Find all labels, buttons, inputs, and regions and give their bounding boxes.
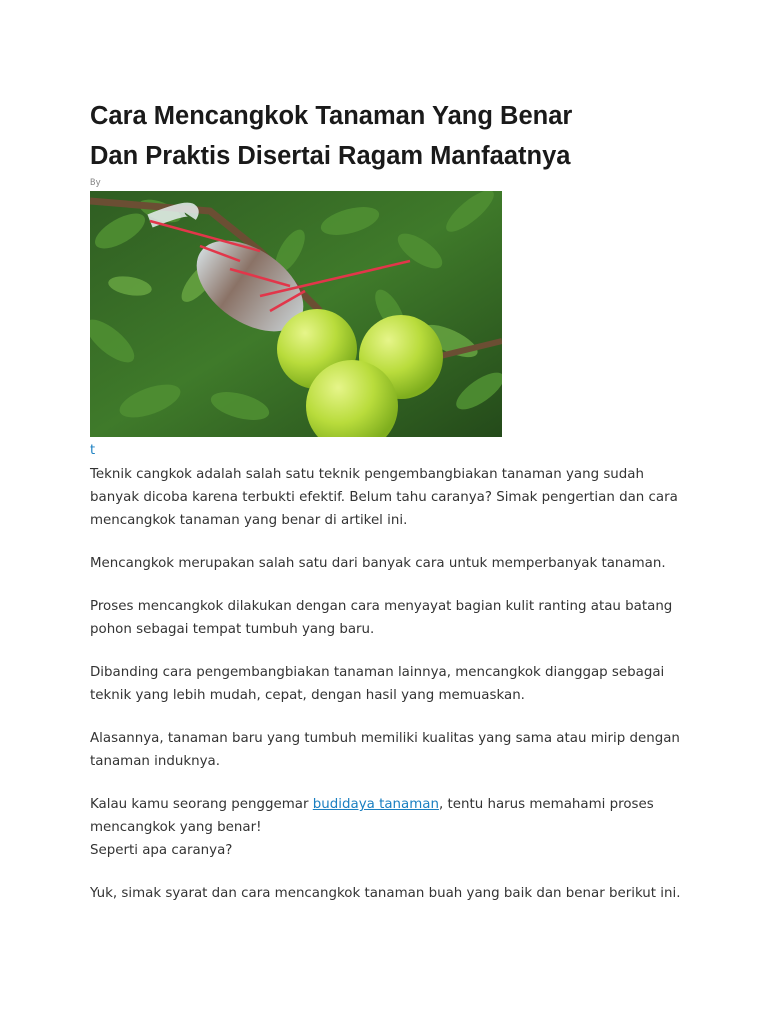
paragraph-5: Alasannya, tanaman baru yang tumbuh memiliki kualitas yang sama atau mirip dengan tanaman induknya. [90,731,680,769]
article-title-line-2: Dan Praktis Disertai Ragam Manfaatnya [90,142,571,170]
paragraph-4: Dibanding cara pengembangbiakan tanaman lainnya, mencangkok dianggap sebagai teknik yang lebih mudah, cepat, dengan hasil yang memuaskan. [90,665,665,703]
paragraph-2: Mencangkok merupakan salah satu dari banyak cara untuk memperbanyak tanaman. [90,556,666,571]
hero-image-air-layering-lime [90,191,502,437]
paragraph-1: Teknik cangkok adalah salah satu teknik pengembangbiakan tanaman yang sudah banyak dicoba karena terbukti efektif. Belum tahu caranya? Simak pengertian dan cara mencangkok tanaman yang benar di artikel ini. [90,467,678,528]
paragraph-7: Yuk, simak syarat dan cara mencangkok tanaman buah yang baik dan benar berikut ini. [90,886,681,901]
paragraph-3: Proses mencangkok dilakukan dengan cara menyayat bagian kulit ranting atau batang pohon sebagai tempat tumbuh yang baru. [90,599,673,637]
byline: By [90,178,101,188]
paragraph-6-line-2: Seperti apa caranya? [90,843,233,858]
article-title [90,96,690,176]
paragraph-6 [90,793,690,862]
paragraph-6-text-after: , tentu harus memahami proses mencangkok yang benar! [90,797,654,835]
article-title-line-1: Cara Mencangkok Tanaman Yang Benar [90,102,573,130]
budidaya-tanaman-link[interactable]: budidaya tanaman [312,797,439,812]
image-caption: t [90,443,96,458]
article-body [90,463,690,925]
paragraph-6-text-before: Kalau kamu seorang penggemar [90,797,313,812]
